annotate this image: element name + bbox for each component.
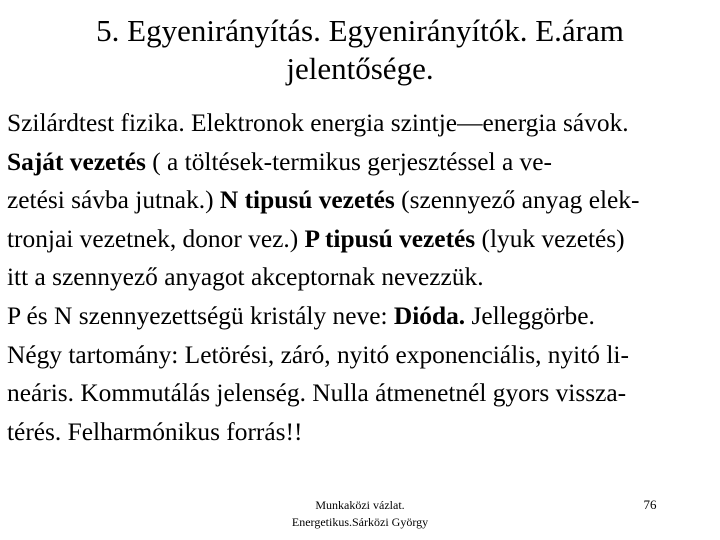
- slide-title-line-1: 5. Egyenirányítás. Egyenirányítók. E.áram: [96, 13, 624, 48]
- slide-title: [60, 12, 660, 88]
- body-line-4-text-b: (lyuk vezetés): [475, 224, 625, 253]
- footer-line-1: Munkaközi vázlat.: [315, 498, 405, 512]
- body-line-5: [7, 258, 719, 297]
- body-line-6-text-b: Jelleggörbe.: [465, 301, 595, 330]
- body-line-7-text: Négy tartomány: Letörési, záró, nyitó exponenciális, nyitó li-: [7, 340, 629, 369]
- body-line-2-text: ( a töltések-termikus gerjesztéssel a ve-: [145, 147, 552, 176]
- body-line-1-text: Szilárdtest fizika. Elektronok energia szintje—energia sávok.: [7, 109, 629, 137]
- body-line-8: [7, 374, 719, 413]
- body-line-9: [7, 413, 719, 452]
- term-dioda: Dióda.: [393, 301, 466, 330]
- term-n-tipusu-vezetes: N tipusú vezetés: [219, 186, 395, 215]
- term-sajat-vezetes: Saját vezetés: [7, 147, 146, 176]
- term-p-tipusu-vezetes: P tipusú vezetés: [304, 224, 476, 253]
- slide-title-line-2: jelentősége.: [286, 51, 434, 86]
- footer: [230, 497, 490, 531]
- body-line-8-text: neáris. Kommutálás jelenség. Nulla átmenetnél gyors vissza-: [7, 379, 627, 408]
- page-number: 76: [643, 497, 657, 512]
- body-line-2: [7, 143, 719, 182]
- body-line-4: [7, 220, 719, 259]
- body-line-7: [7, 336, 719, 375]
- body-line-5-text: itt a szennyező anyagot akceptornak nevezzük.: [7, 263, 484, 292]
- body-line-9-text: térés. Felharmónikus forrás!!: [7, 417, 303, 446]
- body-line-1: [7, 104, 719, 143]
- body-line-3-text-a: zetési sávba jutnak.): [7, 186, 220, 215]
- body-line-3-text-b: (szennyező anyag elek-: [394, 186, 640, 215]
- body-line-3: [7, 181, 719, 220]
- body-line-6-text-a: P és N szennyezettségü kristály neve:: [7, 301, 394, 330]
- footer-line-2: Energetikus.Sárközi György: [291, 515, 429, 529]
- body-line-6: [7, 297, 719, 336]
- slide-body: [7, 104, 719, 451]
- body-line-4-text-a: tronjai vezetnek, donor vez.): [7, 224, 305, 253]
